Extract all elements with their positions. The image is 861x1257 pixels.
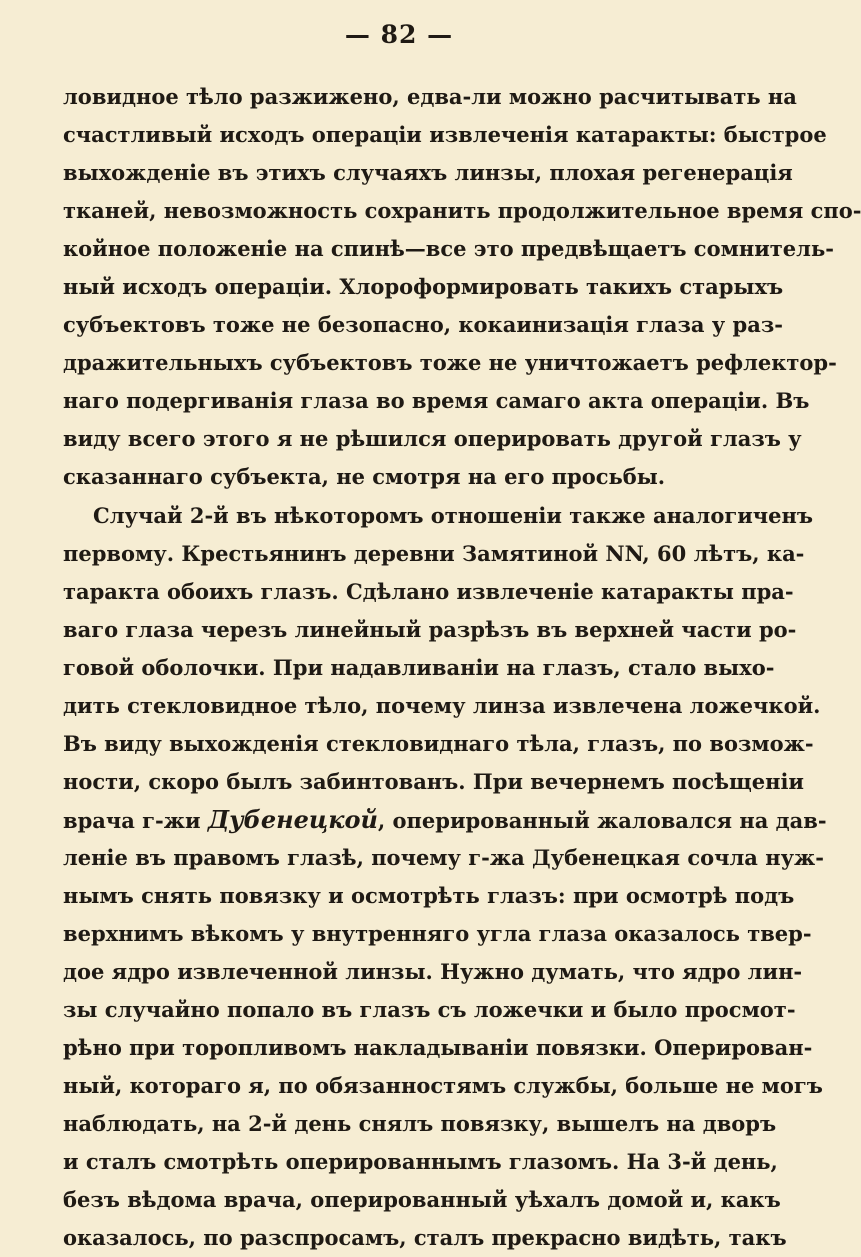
doctor-name: Дубенецкой bbox=[207, 804, 378, 834]
text-line: субъектовъ тоже не безопасно, кокаинизація глаза у раз- bbox=[63, 312, 783, 338]
text-line-doctor bbox=[63, 801, 827, 839]
text-line: дить стекловидное тѣло, почему линза извлечена ложечкой. bbox=[63, 692, 821, 718]
text-line: ный, котораго я, по обязанностямъ службы, больше не могъ bbox=[63, 1073, 823, 1099]
text-line: рѣно при торопливомъ накладываніи повязки. Оперирован- bbox=[63, 1035, 813, 1061]
text-line: дражительныхъ субъектовъ тоже не уничтожаетъ рефлектор- bbox=[63, 350, 837, 376]
text-line: и сталъ смотрѣть оперированнымъ глазомъ. На 3-й день, bbox=[63, 1149, 778, 1175]
text-line: наго подергиванія глаза во время самаго акта операціи. Въ bbox=[63, 388, 810, 414]
text-line: виду всего этого я не рѣшился оперировать другой глазъ у bbox=[63, 426, 802, 452]
text-line: первому. Крестьянинъ деревни Замятиной NN, 60 лѣтъ, ка- bbox=[63, 540, 805, 566]
text-line: таракта обоихъ глазъ. Сдѣлано извлеченіе катаракты пра- bbox=[63, 578, 794, 604]
text-line: зы случайно попало въ глазъ съ ложечки и было просмот- bbox=[63, 997, 796, 1023]
text-fragment: врача г-жи bbox=[63, 807, 201, 833]
text-line: безъ вѣдома врача, оперированный уѣхалъ домой и, какъ bbox=[63, 1187, 781, 1213]
text-line: ловидное тѣло разжижено, едва-ли можно расчитывать на bbox=[63, 84, 797, 109]
text-fragment: , оперированный жаловался на дав- bbox=[377, 807, 827, 833]
paragraph-2 bbox=[63, 497, 827, 1257]
text-line: Въ виду выхожденія стекловиднаго тѣла, глазъ, по возмож- bbox=[63, 730, 814, 756]
page-number: — 82 — bbox=[344, 20, 454, 49]
text-line: ваго глаза черезъ линейный разрѣзъ въ верхней части ро- bbox=[63, 616, 797, 642]
paragraph-1 bbox=[63, 78, 861, 497]
text-line: говой оболочки. При надавливаніи на глазъ, стало выхо- bbox=[63, 654, 775, 680]
text-line: верхнимъ вѣкомъ у внутренняго угла глаза оказалось твер- bbox=[63, 921, 812, 947]
text-line: леніе въ правомъ глазѣ, почему г-жа Дубенецкая сочла нуж- bbox=[63, 844, 824, 870]
body-text bbox=[63, 78, 861, 1257]
text-line: сказаннаго субъекта, не смотря на его просьбы. bbox=[63, 464, 666, 490]
text-line: ности, скоро былъ забинтованъ. При вечернемъ посѣщеніи bbox=[63, 768, 804, 794]
text-line: тканей, невозможность сохранить продолжительное время спо- bbox=[63, 198, 861, 224]
text-line: ный исходъ операціи. Хлороформировать такихъ старыхъ bbox=[63, 274, 784, 300]
text-line: койное положеніе на спинѣ—все это предвѣщаетъ сомнитель- bbox=[63, 236, 834, 262]
text-line: нымъ снять повязку и осмотрѣть глазъ: при осмотрѣ подъ bbox=[63, 882, 795, 908]
text-line: наблюдать, на 2-й день снялъ повязку, вышелъ на дворъ bbox=[63, 1111, 777, 1137]
text-line: выхожденіе въ этихъ случаяхъ линзы, плохая регенерація bbox=[63, 160, 793, 186]
text-line: счастливый исходъ операціи извлеченія катаракты: быстрое bbox=[63, 122, 827, 148]
text-line: Случай 2-й въ нѣкоторомъ отношеніи также аналогиченъ bbox=[93, 502, 814, 528]
text-line: дое ядро извлеченной линзы. Нужно думать, что ядро лин- bbox=[63, 959, 803, 985]
text-line: оказалось, по разспросамъ, сталъ прекрасно видѣть, такъ bbox=[63, 1225, 787, 1251]
